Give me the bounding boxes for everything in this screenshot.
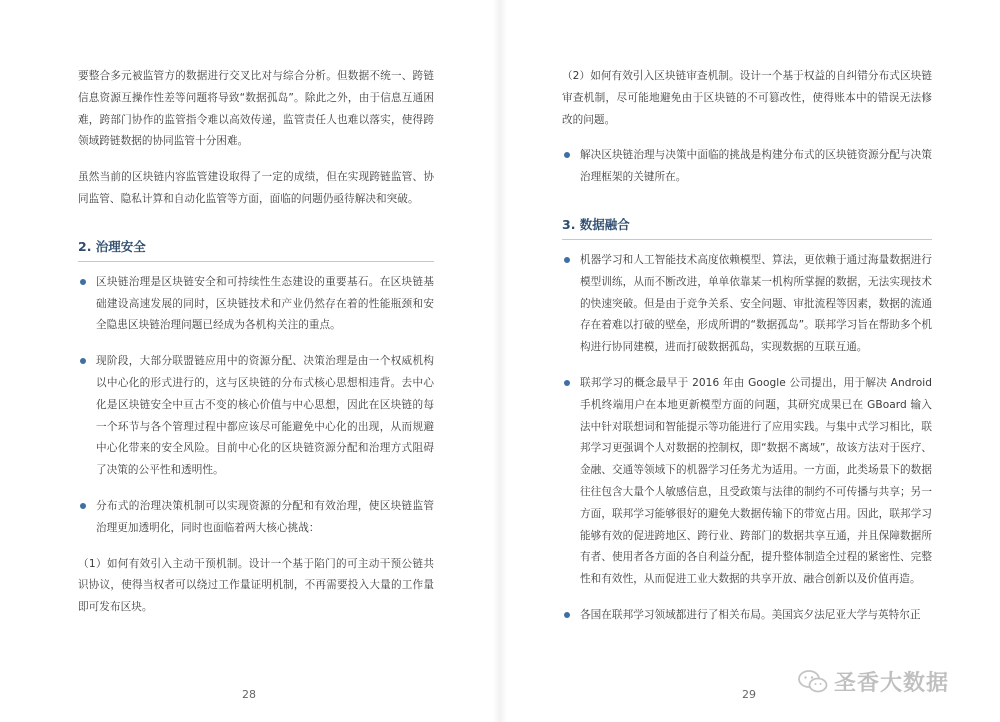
left-column (78, 66, 434, 619)
bullet-dot-icon (564, 152, 570, 158)
bullet-text: 机器学习和人工智能技术高度依赖模型、算法，更依赖于通过海量数据进行模型训练，从而不断改进，单单依靠某一机构所掌握的数据，无法实现技术的快速突破。但是由于竞争关系、安全问题、审批流程等因素，数据的流通存在着难以打破的壁垒，形成所谓的“数据孤岛”。联邦学习旨在帮助多个机构进行协同建模，进而打破数据孤岛，实现数据的互联互通。 (580, 253, 932, 354)
bullet-dot-icon (80, 503, 86, 509)
sub-item-2: （2）如何有效引入区块链审查机制。设计一个基于权益的自纠错分布式区块链审查机制，尽可能地避免由于区块链的不可篡改性，使得账本中的错误无法修改的问题。 (562, 70, 932, 126)
page-number-right: 29 (742, 688, 756, 701)
page-number-left: 28 (242, 688, 256, 701)
bullet-text: 现阶段，大部分联盟链应用中的资源分配、决策治理是由一个权威机构以中心化的形式进行的，这与区块链的分布式核心思想相违背。去中心化是区块链安全中亘古不变的核心价值与中心思想，因此在区块链的每一个环节与各个管理过程中都应该尽可能避免中心化的出现，从而规避中心化带来的安全风险。目前中心化的区块链资源分配和治理方式阻碍了决策的公平性和透明性。 (96, 355, 434, 477)
bullet-text: 联邦学习的概念最早于 2016 年由 Google 公司提出，用于解决 Android 手机终端用户在本地更新模型方面的问题，其研究成果已在 GBoard 输入法中针对联想词和智能提示等功能进行了应用实践。与集中式学习相比，联邦学习更强调个人对数据的控制权，即“数据不离域”，故该方法对于医疗、金融、交通等领域下的机器学习任务尤为适用。一方面，此类场景下的数据往往包含大量个人敏感信息，且受政策与法律的制约不可传播与共享；另一方面，联邦学习能够很好的避免大数据传输下的带宽占用。因此，联邦学习能够有效的促进跨地区、跨行业、跨部门的数据共享互通，并且保障数据所有者、使用者各方面的各自利益分配，提升整体制造全过程的紧密性、完整性和有效性，从而促进工业大数据的共享开放、融合创新以及价值再造。 (580, 376, 932, 586)
section-title-governance: 2. 治理安全 (78, 237, 434, 262)
watermark-text: 圣香大数据 (834, 671, 950, 696)
bullet-item (562, 373, 932, 591)
watermark (798, 666, 949, 697)
bullet-text: 分布式的治理决策机制可以实现资源的分配和有效治理，使区块链监管治理更加透明化，同时也面临着两大核心挑战： (96, 499, 434, 534)
bullet-item (78, 351, 434, 482)
bullet-item (562, 605, 932, 627)
bullet-dot-icon (80, 358, 86, 364)
paragraph-1: 要整合多元被监管方的数据进行交叉比对与综合分析。但数据不统一、跨链信息资源互操作性差等问题将导致“数据孤岛”。除此之外，由于信息互通困难，跨部门协作的监管指令难以高效传递，监管责任人也难以落实，使得跨领域跨链数据的协同监管十分困难。 (78, 70, 434, 148)
bullet-text: 区块链治理是区块链安全和可持续性生态建设的重要基石。在区块链基础建设高速发展的同时，区块链技术和产业仍然存在着的性能瓶颈和安全隐患区块链治理问题已经成为各机构关注的重点。 (96, 275, 434, 332)
bullet-text: 解决区块链治理与决策中面临的挑战是构建分布式的区块链资源分配与决策治理框架的关键所在。 (580, 149, 932, 184)
bullet-dot-icon (564, 612, 570, 618)
bullet-dot-icon (564, 257, 570, 263)
bullet-item (562, 250, 932, 359)
section-title-data-fusion: 3. 数据融合 (562, 215, 932, 240)
bullet-dot-icon (564, 380, 570, 386)
bullet-dot-icon (80, 279, 86, 285)
wechat-icon (798, 669, 828, 695)
bullet-item (78, 272, 434, 337)
bullet-text: 各国在联邦学习领域都进行了相关布局。美国宾夕法尼亚大学与英特尔正 (580, 608, 921, 621)
right-column (562, 66, 932, 627)
bullet-item (562, 145, 932, 189)
sub-item-1: （1）如何有效引入主动干预机制。设计一个基于陷门的可主动干预公链共识协议，使得当权者可以绕过工作量证明机制，不再需要投入大量的工作量即可发布区块。 (78, 557, 434, 614)
paragraph-2: 虽然当前的区块链内容监管建设取得了一定的成绩，但在实现跨链监管、协同监管、隐私计算和自动化监管等方面，面临的问题仍亟待解决和突破。 (78, 171, 434, 205)
bullet-item (78, 496, 434, 540)
